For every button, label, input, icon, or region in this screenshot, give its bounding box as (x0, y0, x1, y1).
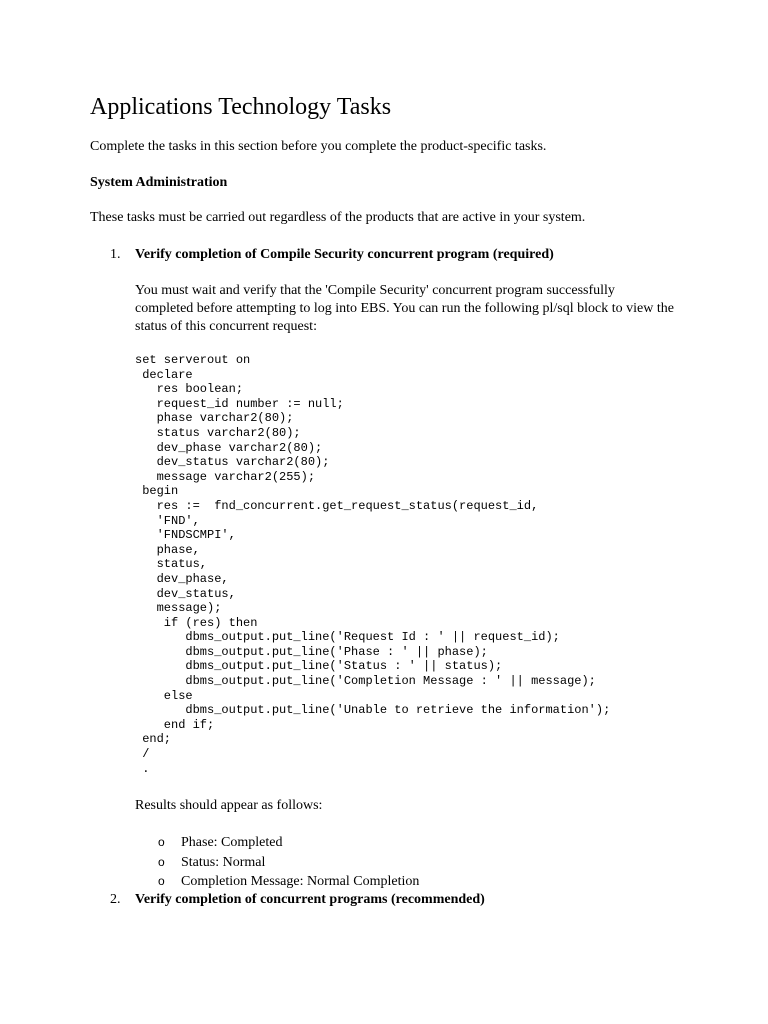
results-intro: Results should appear as follows: (135, 798, 323, 813)
intro-text: Complete the tasks in this section before you complete the product-specific tasks. (90, 139, 547, 154)
result-text: Status: Normal (181, 854, 266, 870)
section-description: These tasks must be carried out regardless of the products that are active in your system. (90, 210, 586, 225)
step-2-label: Verify completion of concurrent programs (recommended) (135, 892, 485, 907)
list-item (158, 872, 419, 892)
results-list (158, 833, 419, 892)
page-title: Applications Technology Tasks (90, 94, 392, 120)
bullet-icon: o (158, 874, 165, 888)
step-1-number: 1. (110, 247, 121, 262)
list-item (158, 853, 419, 873)
step-1-label: Verify completion of Compile Security concurrent program (required) (135, 247, 554, 262)
step-1-body: You must wait and verify that the 'Compile Security' concurrent program successfully completed before attempting to log into EBS. You can run the following pl/sql block to view the status of this concurrent request: (135, 283, 674, 334)
section-heading: System Administration (90, 175, 228, 190)
plsql-code-block: set serverout on declare res boolean; request_id number := null; phase varchar2(80); status varchar2(80); dev_phase varchar2(80); dev_status varchar2(80); message varchar2(255); begin res := fnd_concurrent.get_request_status(request_id, 'FND', 'FNDSCMPI', phase, status, dev_phase, dev_status, message); if (res) then dbms_output.put_line('Request Id : ' || request_id); dbms_output.put_line('Phase : ' || phase); dbms_output.put_line('Status : ' || status); dbms_output.put_line('Completion Message : ' || message); else dbms_output.put_line('Unable to retrieve the information'); end if; end; / . (135, 353, 611, 776)
result-text: Phase: Completed (181, 835, 283, 850)
step-2-number: 2. (110, 892, 121, 907)
bullet-icon: o (158, 835, 165, 849)
bullet-icon: o (158, 854, 165, 869)
step-2-heading (110, 891, 485, 909)
list-item (158, 833, 419, 853)
result-text: Completion Message: Normal Completion (181, 874, 420, 889)
step-1-heading (110, 246, 554, 264)
